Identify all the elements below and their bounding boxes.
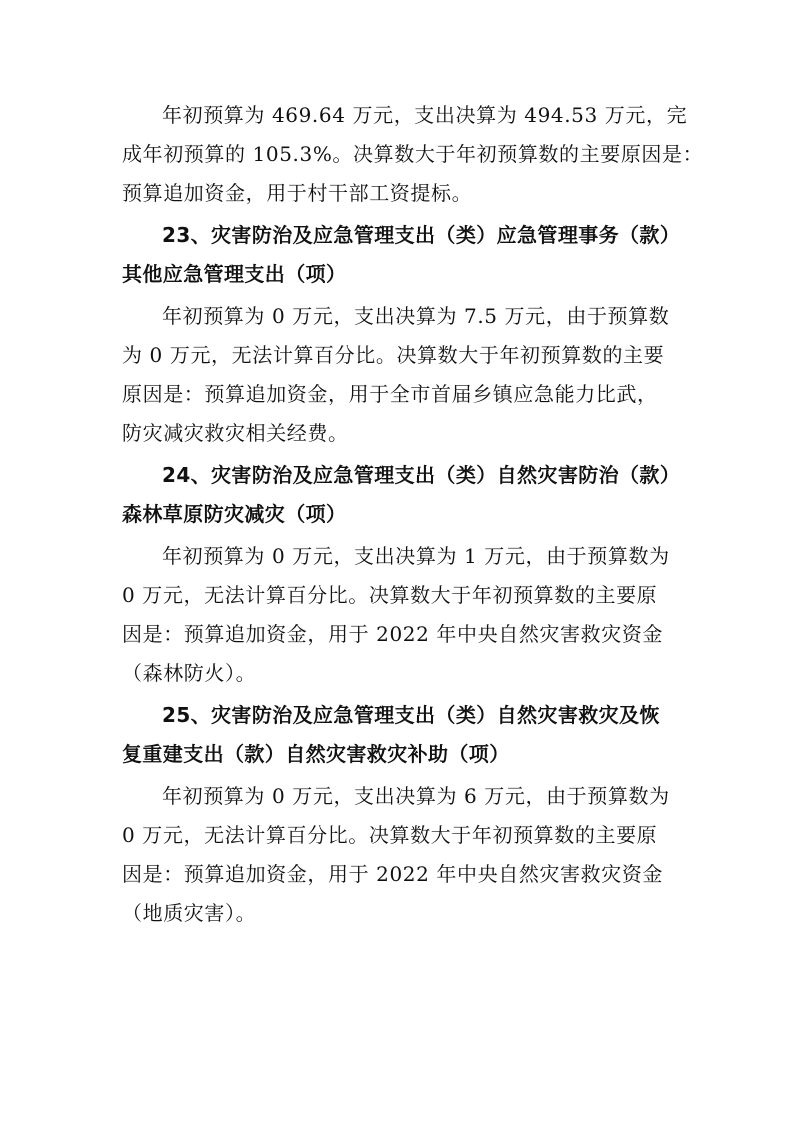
document-page (122, 96, 704, 936)
text-line: 预算追加资金，用于村干部工资提标。 (122, 181, 473, 205)
text-line: 年初预算为 0 万元，支出决算为 1 万元，由于预算数为 (162, 544, 670, 568)
text-line: 原因是：预算追加资金，用于全市首届乡镇应急能力比武， (122, 382, 658, 406)
heading-line: 23、灾害防治及应急管理支出（类）应急管理事务（款） (162, 223, 681, 247)
text-line: 0 万元，无法计算百分比。决算数大于年初预算数的主要原 (122, 583, 658, 607)
text-line: 年初预算为 0 万元，支出决算为 7.5 万元，由于预算数 (162, 304, 670, 328)
paragraph-22-body (122, 96, 704, 213)
heading-23 (122, 216, 682, 294)
paragraph-24-body (122, 537, 682, 693)
text-line: 因是：预算追加资金，用于 2022 年中央自然灾害救灾资金 (122, 622, 664, 646)
text-line: （地质灾害）。 (122, 901, 257, 925)
paragraph-25-body (122, 777, 682, 933)
heading-line: 其他应急管理支出（项） (122, 262, 347, 286)
text-line: 因是：预算追加资金，用于 2022 年中央自然灾害救灾资金 (122, 862, 664, 886)
heading-line: 复重建支出（款）自然灾害救灾补助（项） (122, 742, 510, 766)
text-line: 年初预算为 469.64 万元，支出决算为 494.53 万元，完 (162, 103, 688, 127)
text-line: 成年初预算的 105.3%。决算数大于年初预算数的主要原因是： (122, 142, 704, 166)
text-line: 年初预算为 0 万元，支出决算为 6 万元，由于预算数为 (162, 784, 670, 808)
heading-line: 25、灾害防治及应急管理支出（类）自然灾害救灾及恢 (162, 703, 660, 727)
text-line: 为 0 万元，无法计算百分比。决算数大于年初预算数的主要 (122, 343, 665, 367)
heading-line: 24、灾害防治及应急管理支出（类）自然灾害防治（款） (162, 463, 681, 487)
heading-24 (122, 456, 682, 534)
paragraph-23-body (122, 297, 682, 453)
heading-line: 森林草原防灾减灾（项） (122, 502, 347, 526)
text-line: （森林防火）。 (122, 661, 257, 685)
heading-25 (122, 696, 682, 774)
text-line: 防灾减灾救灾相关经费。 (122, 421, 349, 445)
text-line: 0 万元，无法计算百分比。决算数大于年初预算数的主要原 (122, 823, 658, 847)
